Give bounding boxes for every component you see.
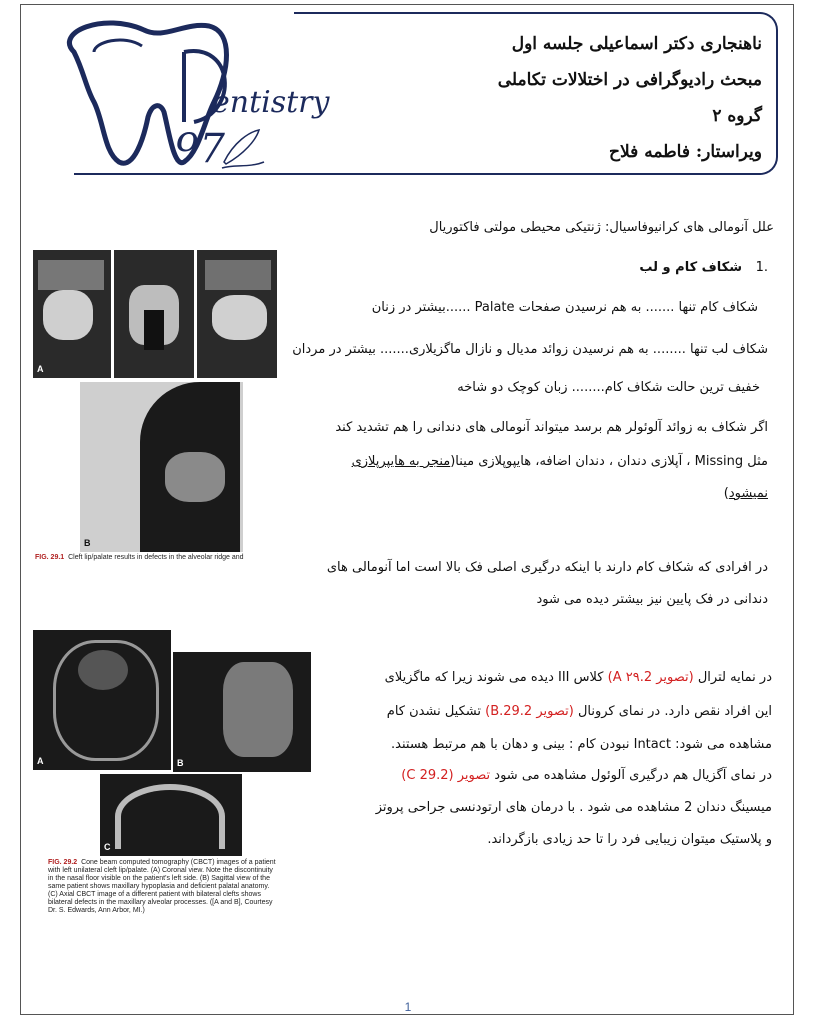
fig1-label-a: A — [37, 364, 44, 374]
paragraph-3: خفیف ترین حالت شکاف کام........ زبان کوچک دو شاخه — [457, 380, 760, 395]
dentistry-97-logo — [34, 12, 330, 178]
p6b-text-2: تشکیل نشدن کام — [386, 704, 486, 719]
paragraph-4b — [352, 452, 768, 472]
fig2-caption — [48, 859, 278, 915]
intro-line: علل آنومالی های کرانیوفاسیال: ژنتیکی محیطی مولتی فاکتوریال — [429, 220, 774, 235]
fig1-caption-number: FIG. 29.1 — [35, 554, 65, 561]
paragraph-6a — [385, 668, 772, 688]
section-heading — [639, 258, 768, 278]
figure-ref-c: تصویر (29.2 C) — [401, 768, 491, 783]
paragraph-6b — [387, 702, 772, 722]
paragraph-4b-underlined: منجر به هایپرپلازی — [351, 454, 451, 469]
header-editor: ویراستار: فاطمه فلاح — [609, 142, 762, 162]
header — [34, 12, 780, 178]
section-title: شکاف کام و لب — [639, 260, 742, 275]
figure-ref-b: (تصویر B.29.2) — [485, 704, 574, 719]
fig2-label-b: B — [177, 758, 184, 768]
paragraph-1: شکاف کام تنها ....... به هم نرسیدن صفحات Palate ......بیشتر در زنان — [371, 300, 758, 315]
p6a-text: در نمایه لترال — [693, 670, 772, 685]
fig2-caption-text: Cone beam computed tomography (CBCT) images of a patient with left unilateral cleft lip/palate. (A) Coronal view. Note the discontinuity in the nasal floor visible on the patient's left side. (B) Sagittal view of the same patient shows maxillary hypoplasia and deficient palatal anatomy. (C) Axial CBCT image of a different patient with bilateral clefts shows bilateral defects in the maxillary alveolar processes. ([A and B], Courtesy Dr. S. Edwards, Ann Arbor, MI.) — [48, 859, 276, 914]
paragraph-6c: مشاهده می شود: Intact نبودن کام : بینی و دهان با هم مرتبط هستند. — [391, 737, 772, 752]
fig1-label-b: B — [84, 538, 91, 548]
xray-panoramic-left — [33, 250, 111, 378]
paragraph-5b: دندانی در فک پایین نیز بیشتر دیده می شود — [536, 592, 768, 607]
paragraph-4a: اگر شکاف به زوائد آلوئولر هم برسد میتواند آنومالی های دندانی را هم تشدید کند — [335, 420, 768, 435]
p6d-text: در نمای آگزیال هم درگیری آلوئول مشاهده می شود — [490, 768, 772, 783]
header-text — [342, 26, 762, 170]
header-title: ناهنجاری دکتر اسماعیلی جلسه اول — [511, 34, 762, 54]
cbct-coronal — [33, 630, 171, 770]
fig2-caption-number: FIG. 29.2 — [48, 859, 78, 866]
logo-text-entistry: entistry — [212, 85, 330, 120]
section-number: .1 — [755, 260, 768, 275]
xray-panoramic-right — [197, 250, 277, 378]
logo-text-97: 97 — [174, 126, 225, 172]
paragraph-5a: در افرادی که شکاف کام دارند با اینکه درگیری اصلی فک بالا است اما آنومالی های — [326, 560, 768, 575]
paragraph-4c-underlined: نمیشود — [728, 486, 768, 501]
paragraph-6d — [401, 766, 772, 786]
page-number: 1 — [404, 1000, 412, 1014]
paragraph-6e: میسینگ دندان 2 مشاهده می شود . با درمان های ارتودنسی جراحی پروتز — [375, 800, 772, 815]
tooth-logo-icon — [34, 12, 330, 178]
paragraph-4b-text: مثل Missing ، آپلازی دندان ، دندان اضافه، هایپوپلازی مینا( — [450, 454, 768, 469]
paragraph-2: شکاف لب تنها ........ به هم نرسیدن زوائد مدیال و نازال ماگزیلاری....... بیشتر در مردان — [292, 342, 768, 357]
header-group: گروه ۲ — [712, 106, 762, 126]
cbct-axial — [100, 774, 242, 856]
fig1-caption — [35, 554, 285, 562]
fig1-caption-text: Cleft lip/palate results in defects in the alveolar ridge and — [68, 554, 244, 561]
xray-panoramic-center — [114, 250, 194, 378]
paragraph-4c — [724, 484, 768, 504]
cbct-sagittal — [173, 652, 311, 772]
xray-lateral-ceph — [80, 382, 243, 552]
p6b-text: این افراد نقص دارد. در نمای کرونال — [573, 704, 772, 719]
p6a-text-2: کلاس III دیده می شوند زیرا که ماگزیلای — [384, 670, 608, 685]
paragraph-4c-text: ) — [723, 486, 729, 501]
fig2-label-c: C — [104, 842, 111, 852]
fig2-label-a: A — [37, 756, 44, 766]
header-subject: مبحث رادیوگرافی در اختلالات تکاملی — [497, 70, 762, 90]
paragraph-6f: و پلاستیک میتوان زیبایی فرد را تا حد زیادی بازگرداند. — [487, 832, 772, 847]
figure-ref-a: (تصویر ۲۹.2 A) — [607, 670, 694, 685]
